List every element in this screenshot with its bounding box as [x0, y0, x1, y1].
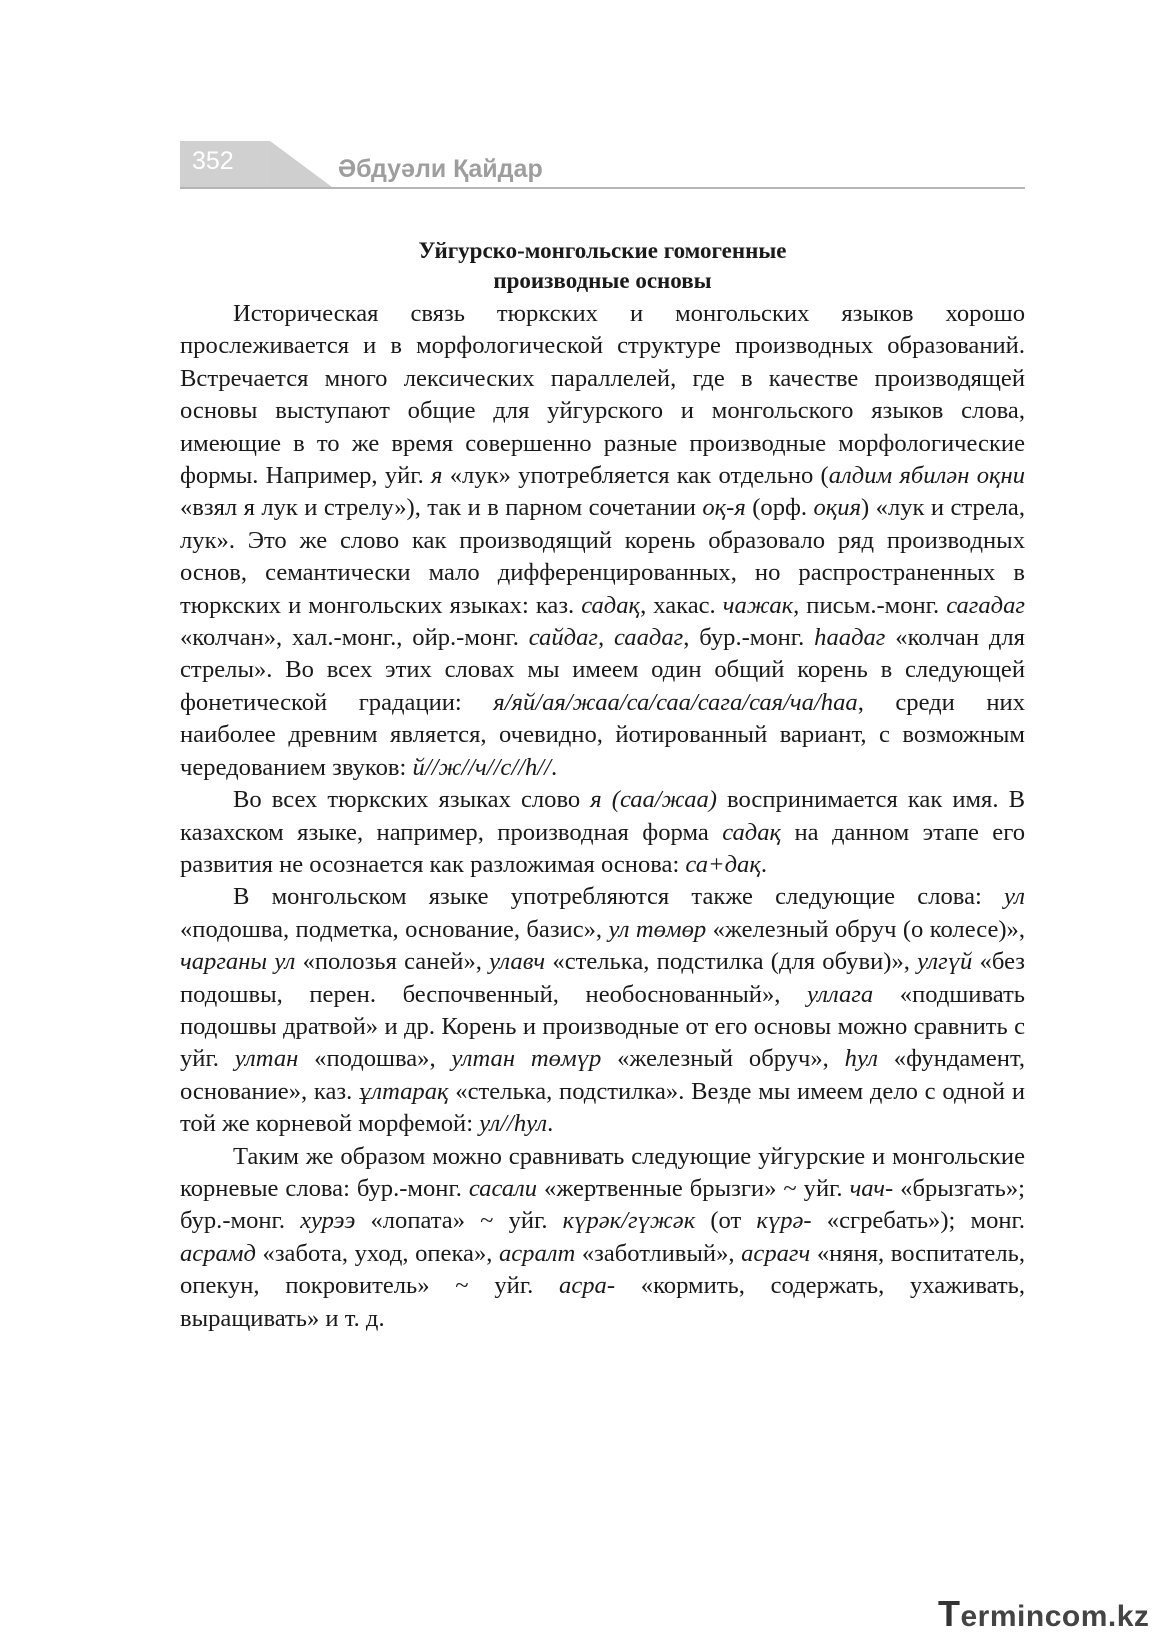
site-watermark: [938, 1593, 1149, 1635]
text-run: «сгребать»); монг.: [811, 1207, 1025, 1235]
italic-term: ултан төмүр: [451, 1045, 602, 1073]
text-run: «забота, уход, опека»,: [255, 1239, 499, 1267]
italic-term: я/яй/ая/жаа/са/саа/сага/сая/ча/һаа: [493, 688, 858, 716]
italic-term: са+дақ: [685, 850, 761, 878]
italic-term: ултан: [234, 1045, 299, 1073]
watermark-initial: T: [938, 1593, 961, 1634]
text-run: Во всех тюркских языках слово: [233, 786, 591, 814]
text-run: «без подошвы, перен. беспочвенный, необоснованный»,: [180, 948, 1026, 1008]
text-run: .: [547, 1110, 554, 1138]
running-header: [180, 141, 1025, 189]
text-run: «няня, воспитатель, опекун, покровитель» ~ уйг.: [180, 1239, 1025, 1300]
paragraph: [180, 784, 1025, 881]
section-title: [180, 236, 1025, 296]
text-run: «взял я лук и стрелу»), так и в парном сочетании: [180, 494, 703, 522]
italic-term: асрамд: [180, 1239, 256, 1267]
text-run: «кормить, содержать, ухаживать, выращивать» и т. д.: [180, 1272, 1025, 1332]
italic-term: асралт: [498, 1239, 576, 1267]
italic-term: күрә-: [756, 1207, 812, 1235]
watermark-text: ermincom.kz: [960, 1600, 1150, 1633]
section-title-line-2: производные основы: [493, 268, 712, 293]
header-rule: [180, 187, 1025, 189]
text-run: «железный обруч»,: [601, 1045, 845, 1073]
italic-term: я (саа/жаа): [590, 786, 717, 814]
italic-term: һаадаг: [814, 624, 886, 652]
page-body: [180, 236, 1025, 1335]
text-run: .: [550, 753, 558, 781]
text-run: «стелька, подстилка (для обуви)»,: [545, 948, 918, 976]
italic-term: хурээ: [300, 1207, 356, 1235]
text-run: «фундамент, основание», каз.: [180, 1045, 1025, 1105]
text-run: Историческая связь тюркских и монгольских языков хорошо прослеживается и в морфологической структуре производных образований. Встречается много лексических параллелей, где в качестве производящей основы выступают общие для уйгурского и монгольского языков слова, имеющие в то же время совершенно разные производные морфологические формы. Например, уйг.: [180, 300, 1025, 490]
italic-term: садақ: [581, 591, 641, 619]
running-author: Әбдуәли Қайдар: [338, 155, 543, 183]
text-run: «жертвенные брызги» ~ уйг.: [537, 1174, 850, 1202]
text-run: (от: [695, 1207, 757, 1235]
italic-term: күрәк/гүжәк: [562, 1207, 696, 1235]
italic-term: улгүй: [917, 948, 973, 976]
text-run: «заботливый»,: [575, 1239, 742, 1267]
text-run: «колчан для стрелы». Во всех этих словах мы имеем один общий корень в следующей фонетической градации:: [180, 624, 1025, 716]
italic-term: алдим ябилән оқни: [828, 462, 1025, 490]
italic-term: сагадаг: [946, 591, 1025, 619]
text-run: «полозья саней»,: [295, 948, 490, 976]
page-number: 352: [192, 147, 234, 175]
italic-term: чарганы ул: [180, 948, 296, 976]
italic-term: һул: [844, 1045, 878, 1073]
italic-term: чажак: [722, 591, 794, 619]
text-run: , хакас.: [640, 591, 723, 619]
text-run: «брызгать»; бур.-монг.: [180, 1174, 1025, 1235]
italic-term: ул//һул: [479, 1110, 548, 1138]
italic-term: улавч: [489, 948, 546, 976]
paragraph: [180, 1141, 1025, 1335]
italic-term: ул: [1004, 883, 1025, 911]
italic-term: ул төмөр: [608, 915, 707, 943]
italic-term: оқ-я: [702, 494, 746, 522]
text-run: «лук» употребляется как отдельно (: [442, 462, 829, 490]
text-run: Таким же образом можно сравнивать следующие уйгурские и монгольские корневые слова: бур.-монг.: [180, 1142, 1025, 1202]
italic-term: сасали: [468, 1174, 538, 1202]
text-run: «лопата» ~ уйг.: [355, 1207, 563, 1235]
text-run: «подошва»,: [298, 1045, 452, 1073]
paragraph: [180, 298, 1025, 784]
text-run: «стелька, подстилка». Везде мы имеем дело с одной и той же корневой морфемой:: [180, 1077, 1025, 1138]
text-run: «колчан», хал.-монг., ойр.-монг.: [180, 624, 529, 652]
italic-term: асра-: [559, 1272, 616, 1300]
italic-term: я: [431, 462, 443, 490]
text-run: .: [760, 850, 767, 878]
text-run: на данном этапе его развития не осознается как разложимая основа:: [180, 818, 1025, 878]
italic-term: й//ж//ч//с//һ//: [412, 753, 551, 781]
italic-term: уллага: [807, 980, 874, 1008]
section-title-line-1: Уйгурско-монгольские гомогенные: [418, 238, 787, 263]
text-run: воспринимается как имя. В казахском языке, например, производная форма: [180, 786, 1025, 846]
italic-term: сайдаг, саадаг: [528, 624, 684, 652]
text-run: «подошва, подметка, основание, базис»,: [180, 915, 609, 943]
text-run: , письм.-монг.: [793, 591, 947, 619]
italic-term: оқия: [813, 494, 862, 522]
text-run: ) «лук и стрела, лук». Это же слово как производящий корень образовало ряд производных основ, семантически мало дифференцированных, но распространенных в тюркских и монгольских языках: каз.: [180, 494, 1025, 619]
italic-term: асрагч: [741, 1239, 811, 1267]
text-run: , бур.-монг.: [683, 624, 815, 652]
header-wedge: [270, 141, 332, 187]
paragraph: [180, 881, 1025, 1140]
text-run: , среди них наиболее древним является, очевидно, йотированный вариант, с возможным чередованием звуков:: [180, 688, 1025, 781]
italic-term: ұлтарақ: [359, 1077, 449, 1105]
text-run: В монгольском языке употребляются также следующие слова:: [233, 883, 1005, 911]
italic-term: чач-: [849, 1174, 894, 1202]
text-run: «железный обруч (о колесе)»,: [706, 915, 1025, 943]
text-run: «подшивать подошвы дратвой» и др. Корень и производные от его основы можно сравнить с уйг.: [180, 980, 1025, 1073]
italic-term: садақ: [722, 818, 782, 846]
text-run: (орф.: [745, 494, 814, 522]
